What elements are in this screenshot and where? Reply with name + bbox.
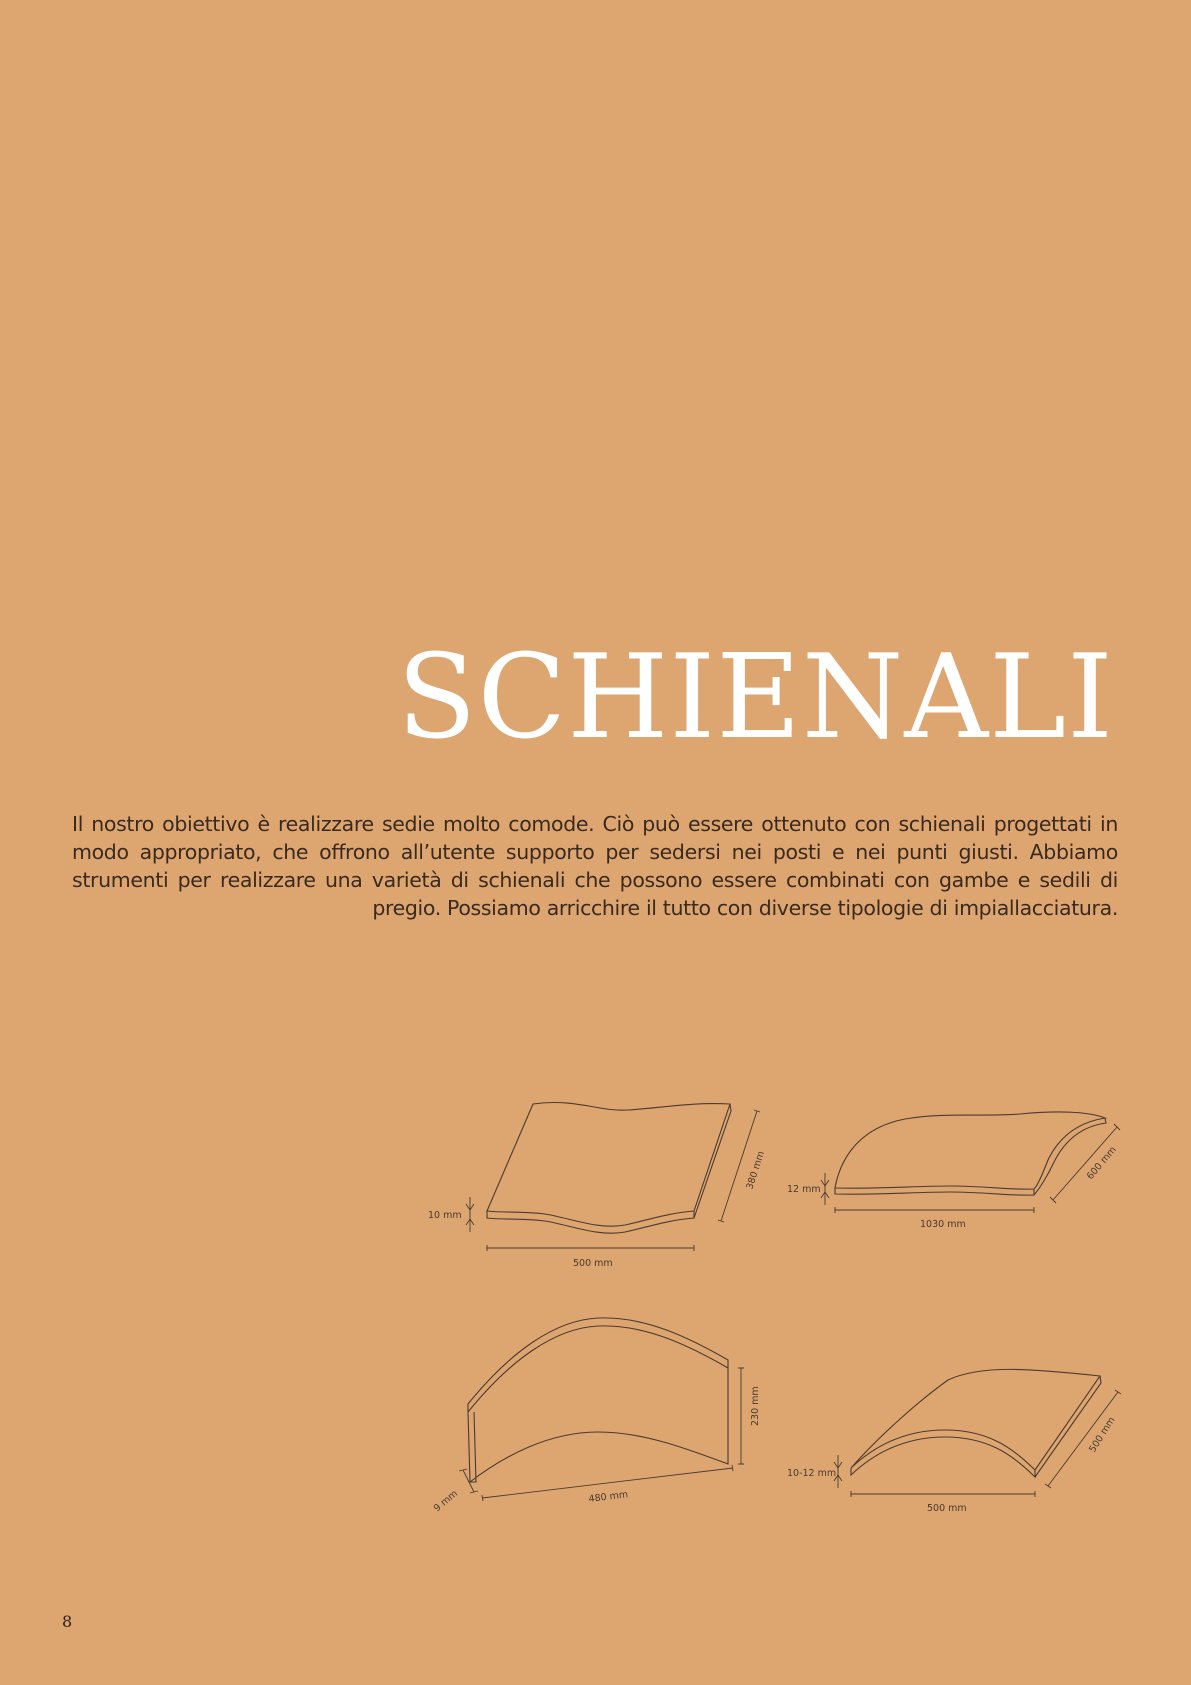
- page-title: SCHIENALI: [396, 630, 1114, 765]
- dimension-label-thickness-4: 10-12 mm: [787, 1468, 837, 1479]
- dimension-width-1: [487, 1245, 694, 1251]
- dimension-label-thickness-3: 9 mm: [431, 1488, 461, 1515]
- backrest-shape-4: [851, 1369, 1100, 1470]
- dimension-label-depth-4: 500 mm: [1087, 1415, 1118, 1455]
- dimension-label-depth-2: 600 mm: [1084, 1144, 1119, 1182]
- backrest-drawing-1: [428, 1102, 767, 1269]
- dimension-width-4: [851, 1491, 1035, 1497]
- backrest-shape-1: [487, 1102, 730, 1226]
- backrest-shape-3: [468, 1326, 728, 1482]
- dimension-label-width-3: 480 mm: [588, 1489, 629, 1505]
- dimension-label-width-1: 500 mm: [573, 1258, 613, 1269]
- dimension-label-thickness-1: 10 mm: [428, 1210, 462, 1221]
- dimension-depth-2: [1050, 1124, 1120, 1203]
- dimension-label-thickness-2: 12 mm: [787, 1184, 821, 1195]
- intro-paragraph: Il nostro obiettivo è realizzare sedie molto comode. Ciò può essere ottenuto con schienali progettati in modo appropriato, che offrono all’utente supporto per sedersi nei posti e nei punti giusti. Abbiamo strumenti per realizzare una varietà di schienali che possono essere combinati con gambe e sedili di pregio. Possiamo arricchire il tutto con diverse tipologie di impiallacciatura.: [72, 812, 1118, 920]
- dimension-thickness-3: [459, 1469, 478, 1493]
- dimension-height-3: [738, 1368, 744, 1464]
- dimension-label-depth-1: 380 mm: [744, 1149, 768, 1191]
- dimension-label-height-3: 230 mm: [750, 1386, 761, 1426]
- dimension-thickness-2: [821, 1173, 829, 1205]
- dimension-width-2: [835, 1207, 1034, 1213]
- dimension-label-width-4: 500 mm: [927, 1503, 967, 1514]
- backrest-shape-2: [835, 1112, 1105, 1189]
- backrest-drawing-2: [787, 1112, 1120, 1230]
- backrest-drawing-3: [432, 1318, 761, 1514]
- dimension-label-width-2: 1030 mm: [920, 1219, 966, 1230]
- page-number: 8: [62, 1612, 73, 1631]
- dimension-thickness-1: [466, 1197, 474, 1232]
- backrest-drawing-4: [787, 1369, 1121, 1514]
